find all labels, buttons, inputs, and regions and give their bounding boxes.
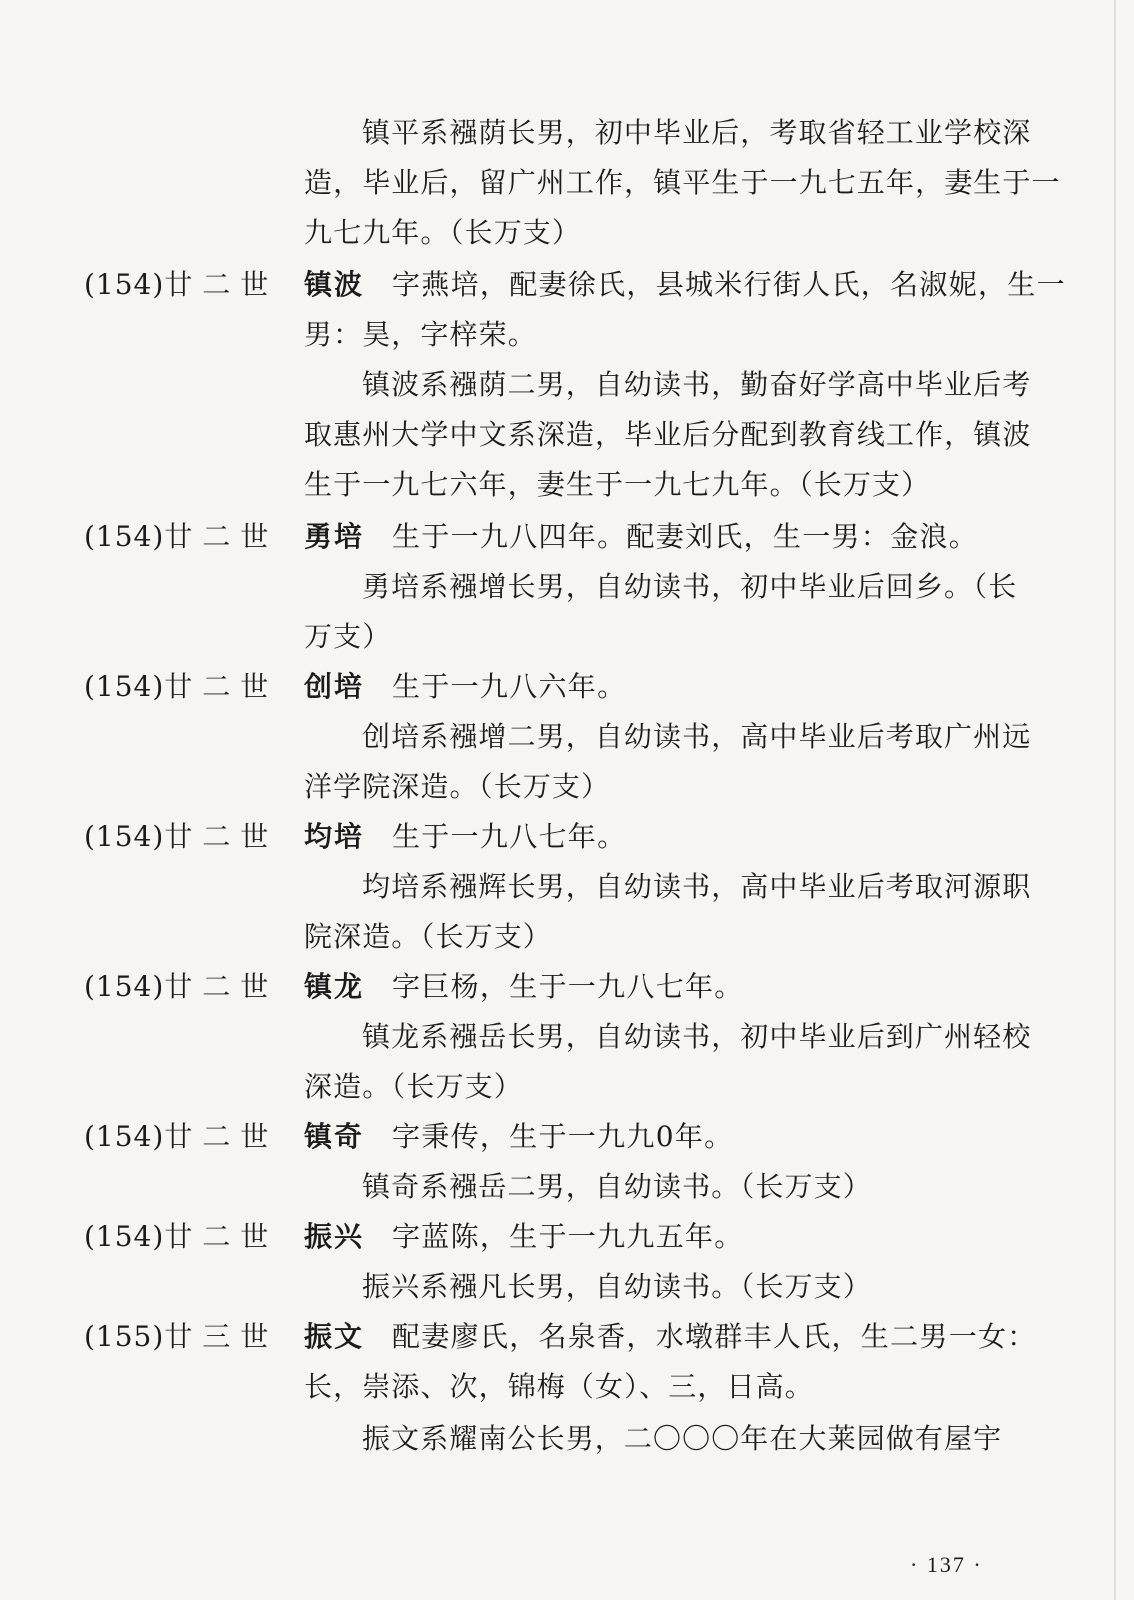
entry-name: 镇波 bbox=[304, 268, 365, 301]
entry-name: 勇培 bbox=[304, 520, 365, 553]
entry-head-text: 字蓝陈，生于一九九五年。 bbox=[392, 1220, 744, 1253]
entry-number-generation: (154)廿二世 bbox=[84, 820, 279, 853]
entry-name: 均培 bbox=[304, 820, 365, 853]
entry-name: 振文 bbox=[304, 1320, 365, 1353]
scan-edge-shadow bbox=[1114, 0, 1116, 1600]
entry-number-generation: (154)廿二世 bbox=[84, 1220, 279, 1253]
entry-name: 镇奇 bbox=[304, 1120, 365, 1153]
page-number: · 137 · bbox=[910, 1552, 983, 1577]
entry-head-text: 字燕培，配妻徐氏，县城米行街人氏，名淑妮，生一 bbox=[392, 268, 1066, 301]
entry-head-text: 生于一九八七年。 bbox=[392, 820, 627, 853]
entry-head-text: 字巨杨，生于一九八七年。 bbox=[392, 970, 744, 1003]
document-page: 镇平系襁荫长男，初中毕业后，考取省轻工业学校深 造，毕业后，留广州工作，镇平生于一九七五年，妻生于一 九七九年。（长万支） (154)廿二世 镇波 字燕培，配妻徐氏，县城米行街人氏，名淑妮，生一 男：昊，字梓荣。 镇波系襁荫二男，自幼读书，勤奋好学高中毕业后考 取惠州大学中文系深造，毕业后分配到教育线工作，镇波 生于一九七六年，妻生于一九七九年。（长万支） (154)廿二世 勇培 生于一九八四年。配妻刘氏，生一男：金浪。 勇培系襁增长男，自幼读书，初中毕业后回乡。（长 万支） (154)廿二世 创培 生于一九八六年。 创培系襁增二男，自幼读书，高中毕业后考取广州远 洋学院深造。（长万支） (154)廿二世 均培 生于一九八七年。 均培系襁辉长男，自幼读书，高中毕业后考取河源职 院深造。（长万支） (154)廿二世 镇龙 字巨杨，生于一九八七年。 镇龙系襁岳长男，自幼读书，初中毕业后到广州轻校 深造。（长万支） (154)廿二世 镇奇 字秉传，生于一九九0年。 镇奇系襁岳二男，自幼读书。（长万支） (154)廿二世 振兴 字蓝陈，生于一九九五年。 振兴系襁凡长男，自幼读书。（长万支） (155)廿三世 振文 配妻廖氏，名泉香，水墩群丰人氏，生二男一女： 长，崇添、次，锦梅（女）、三，日高。 振文系耀南公长男，二〇〇〇年在大莱园做有屋宇 · 137 · bbox=[0, 0, 1134, 1600]
entry-number-generation: (154)廿二世 bbox=[84, 970, 279, 1003]
entry-number-generation: (155)廿三世 bbox=[84, 1320, 279, 1353]
entry-name: 创培 bbox=[304, 670, 365, 703]
entry-number-generation: (154)廿二世 bbox=[84, 520, 279, 553]
entry-head-text: 字秉传，生于一九九0年。 bbox=[392, 1120, 734, 1153]
entry-head-text: 生于一九八四年。配妻刘氏，生一男：金浪。 bbox=[392, 520, 979, 553]
entry-head-text: 生于一九八六年。 bbox=[392, 670, 627, 703]
entry-number-generation: (154)廿二世 bbox=[84, 670, 279, 703]
entry-name: 镇龙 bbox=[304, 970, 365, 1003]
entry-head-text: 配妻廖氏，名泉香，水墩群丰人氏，生二男一女： bbox=[392, 1320, 1037, 1353]
entry-number-generation: (154)廿二世 bbox=[84, 268, 279, 301]
entry-name: 振兴 bbox=[304, 1220, 365, 1253]
entry-number-generation: (154)廿二世 bbox=[84, 1120, 279, 1153]
